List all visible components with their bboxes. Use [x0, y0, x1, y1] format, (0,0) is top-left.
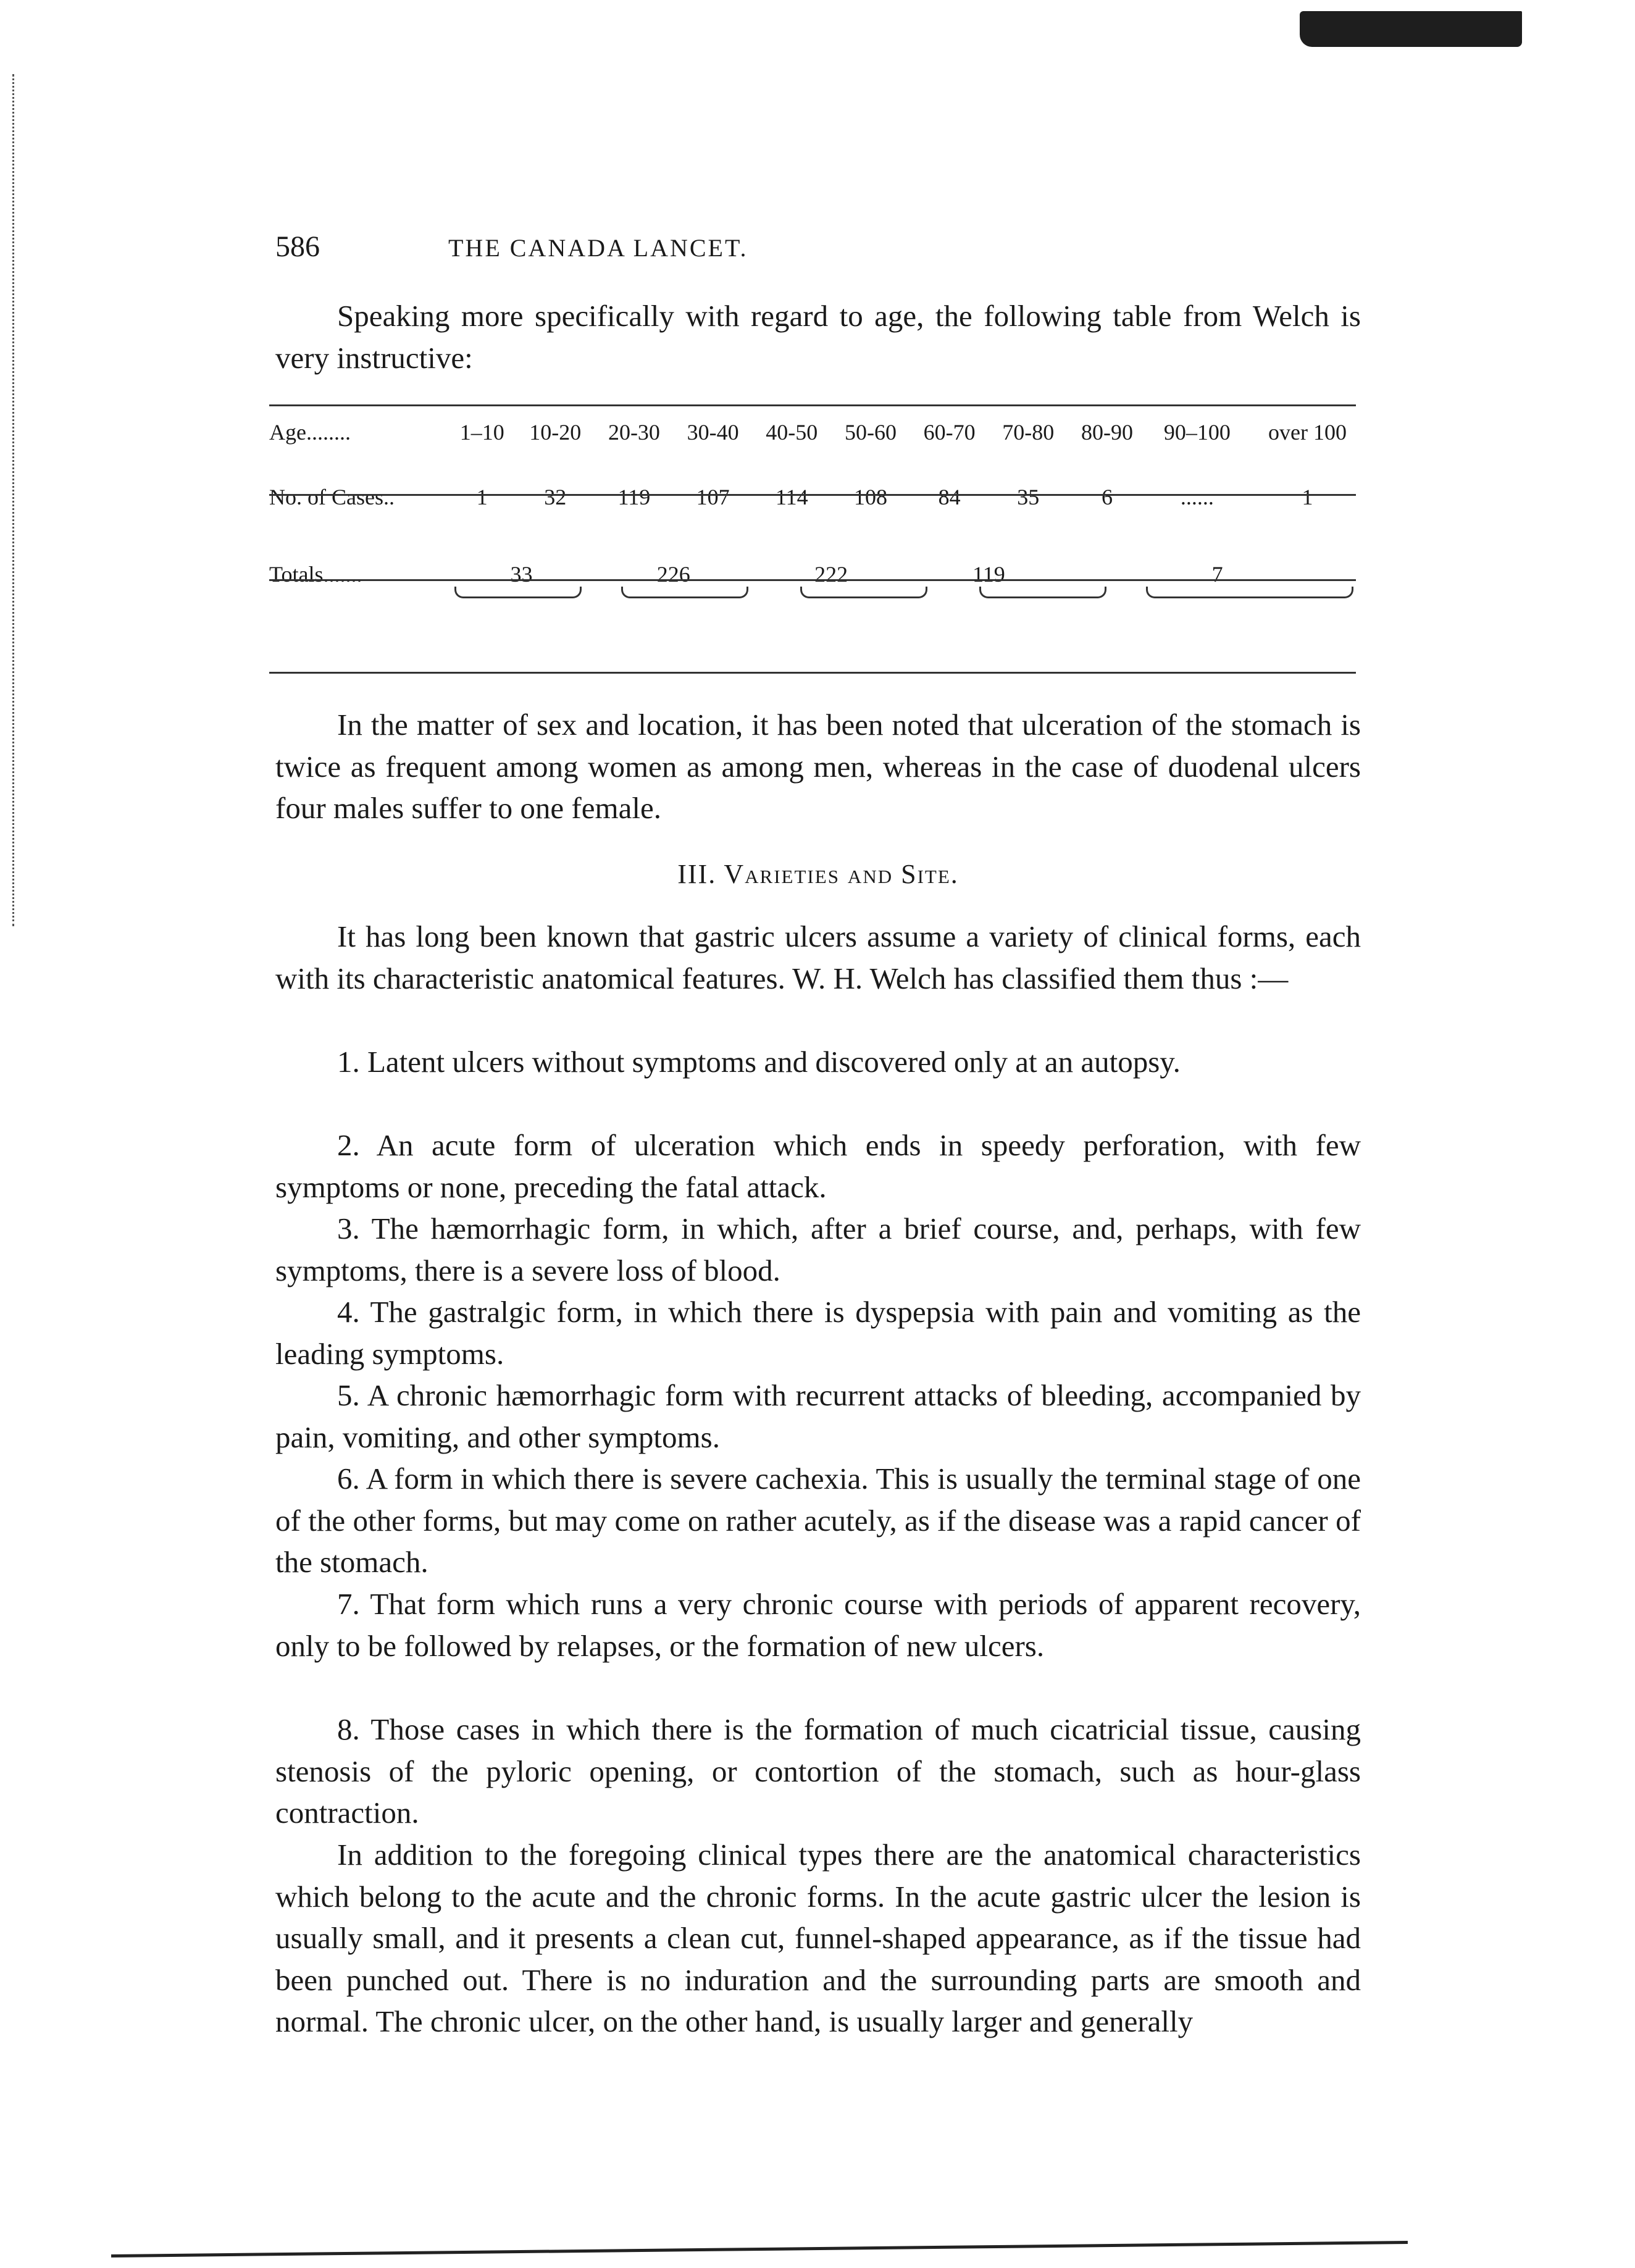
cases-cell: 35	[1017, 485, 1040, 509]
cases-label: No. of Cases..	[269, 485, 395, 509]
cases-cell: 6	[1101, 485, 1113, 509]
age-label: Age........	[269, 420, 351, 445]
scan-ink-blot	[1300, 11, 1522, 47]
totals-brace	[454, 587, 582, 598]
variety-item: 3. The hæmorrhagic form, in which, after a brief course, and, perhaps, with few symptoms, there is a severe loss of blood.	[275, 1211, 1361, 1287]
cases-cell: 108	[853, 485, 887, 509]
age-cell: 80-90	[1081, 420, 1133, 445]
variety-item: 2. An acute form of ulceration which ends in speedy perforation, with few symptoms or none, preceding the fatal attack.	[275, 1128, 1361, 1204]
cases-cell: 1	[476, 485, 488, 509]
variety-item: 6. A form in which there is severe cachexia. This is usually the terminal stage of one of the other forms, but may come on rather acutely, as if the disease was a rapid cancer of the stomach.	[275, 1462, 1361, 1579]
running-title: THE CANADA LANCET.	[448, 234, 748, 262]
age-cell: over 100	[1268, 420, 1347, 445]
cases-cell: ......	[1180, 485, 1214, 509]
intro-paragraph: Speaking more specifically with regard to age, the following table from Welch is very instructive:	[275, 299, 1361, 375]
age-cell: 1–10	[459, 420, 504, 445]
cases-cell: 84	[938, 485, 961, 509]
age-cell: 40-50	[766, 420, 818, 445]
totals-cell: 226	[656, 562, 690, 587]
page-header	[275, 230, 1362, 267]
totals-row	[269, 537, 1367, 611]
totals-brace	[979, 587, 1106, 598]
varieties-intro: It has long been known that gastric ulcers assume a variety of clinical forms, each with its characteristic anatomical features. W. H. Welch has classified them thus :—	[275, 919, 1361, 995]
totals-brace	[621, 587, 748, 598]
scan-margin-marks	[12, 74, 23, 926]
cases-cell: 107	[696, 485, 730, 509]
totals-brace	[800, 587, 927, 598]
table-rule-bottom	[269, 672, 1356, 674]
variety-item: 1. Latent ulcers without symptoms and discovered only at an autopsy.	[337, 1045, 1181, 1079]
cases-cell: 1	[1302, 485, 1313, 509]
cases-row	[269, 457, 1367, 537]
age-cell: 60-70	[923, 420, 976, 445]
age-row	[269, 408, 1367, 457]
age-cell: 90–100	[1163, 420, 1231, 445]
age-cell: 50-60	[844, 420, 897, 445]
table-rule-lower	[269, 579, 1356, 581]
variety-item: 5. A chronic hæmorrhagic form with recurrent attacks of bleeding, accompanied by pain, vomiting, and other symptoms.	[275, 1378, 1361, 1454]
closing-paragraph: In addition to the foregoing clinical types there are the anatomical characteristics which belong to the acute and the chronic forms. In the acute gastric ulcer the lesion is usually small, and it presents a clean cut, funnel-shaped appearance, as if the tissue had been punched out. There is no induration and the surrounding parts are smooth and normal. The chronic ulcer, on the other hand, is usually larger and generally	[275, 1838, 1361, 2038]
table-rule-middle	[269, 494, 1356, 496]
totals-cell: 7	[1211, 562, 1223, 587]
cases-cell: 114	[775, 485, 808, 509]
totals-cell: 119	[972, 562, 1005, 587]
age-cell: 70-80	[1002, 420, 1055, 445]
cases-cell: 32	[544, 485, 567, 509]
age-cell: 10-20	[529, 420, 582, 445]
variety-item: 8. Those cases in which there is the formation of much cicatricial tissue, causing stenosis of the pyloric opening, or contortion of the stomach, such as hour-glass contraction.	[275, 1712, 1361, 1830]
age-cell: 20-30	[608, 420, 660, 445]
totals-label: Totals.......	[269, 562, 362, 587]
variety-item: 4. The gastralgic form, in which there is dyspepsia with pain and vomiting as the leading symptoms.	[275, 1295, 1361, 1371]
table-rule-top	[269, 404, 1356, 406]
section-heading: III. Varieties and Site.	[677, 859, 959, 889]
cases-cell: 119	[617, 485, 651, 509]
age-cell: 30-40	[687, 420, 739, 445]
totals-brace	[1146, 587, 1353, 598]
page-number: 586	[275, 230, 320, 263]
totals-cell: 222	[814, 562, 848, 587]
sex-location-paragraph: In the matter of sex and location, it has been noted that ulceration of the stomach is twice as frequent among women as among men, whereas in the case of duodenal ulcers four males suffer to one female.	[275, 708, 1361, 825]
totals-cell: 33	[510, 562, 533, 587]
bottom-rule	[111, 2241, 1408, 2258]
variety-item: 7. That form which runs a very chronic course with periods of apparent recovery, only to be followed by relapses, or the formation of new ulcers.	[275, 1587, 1361, 1663]
